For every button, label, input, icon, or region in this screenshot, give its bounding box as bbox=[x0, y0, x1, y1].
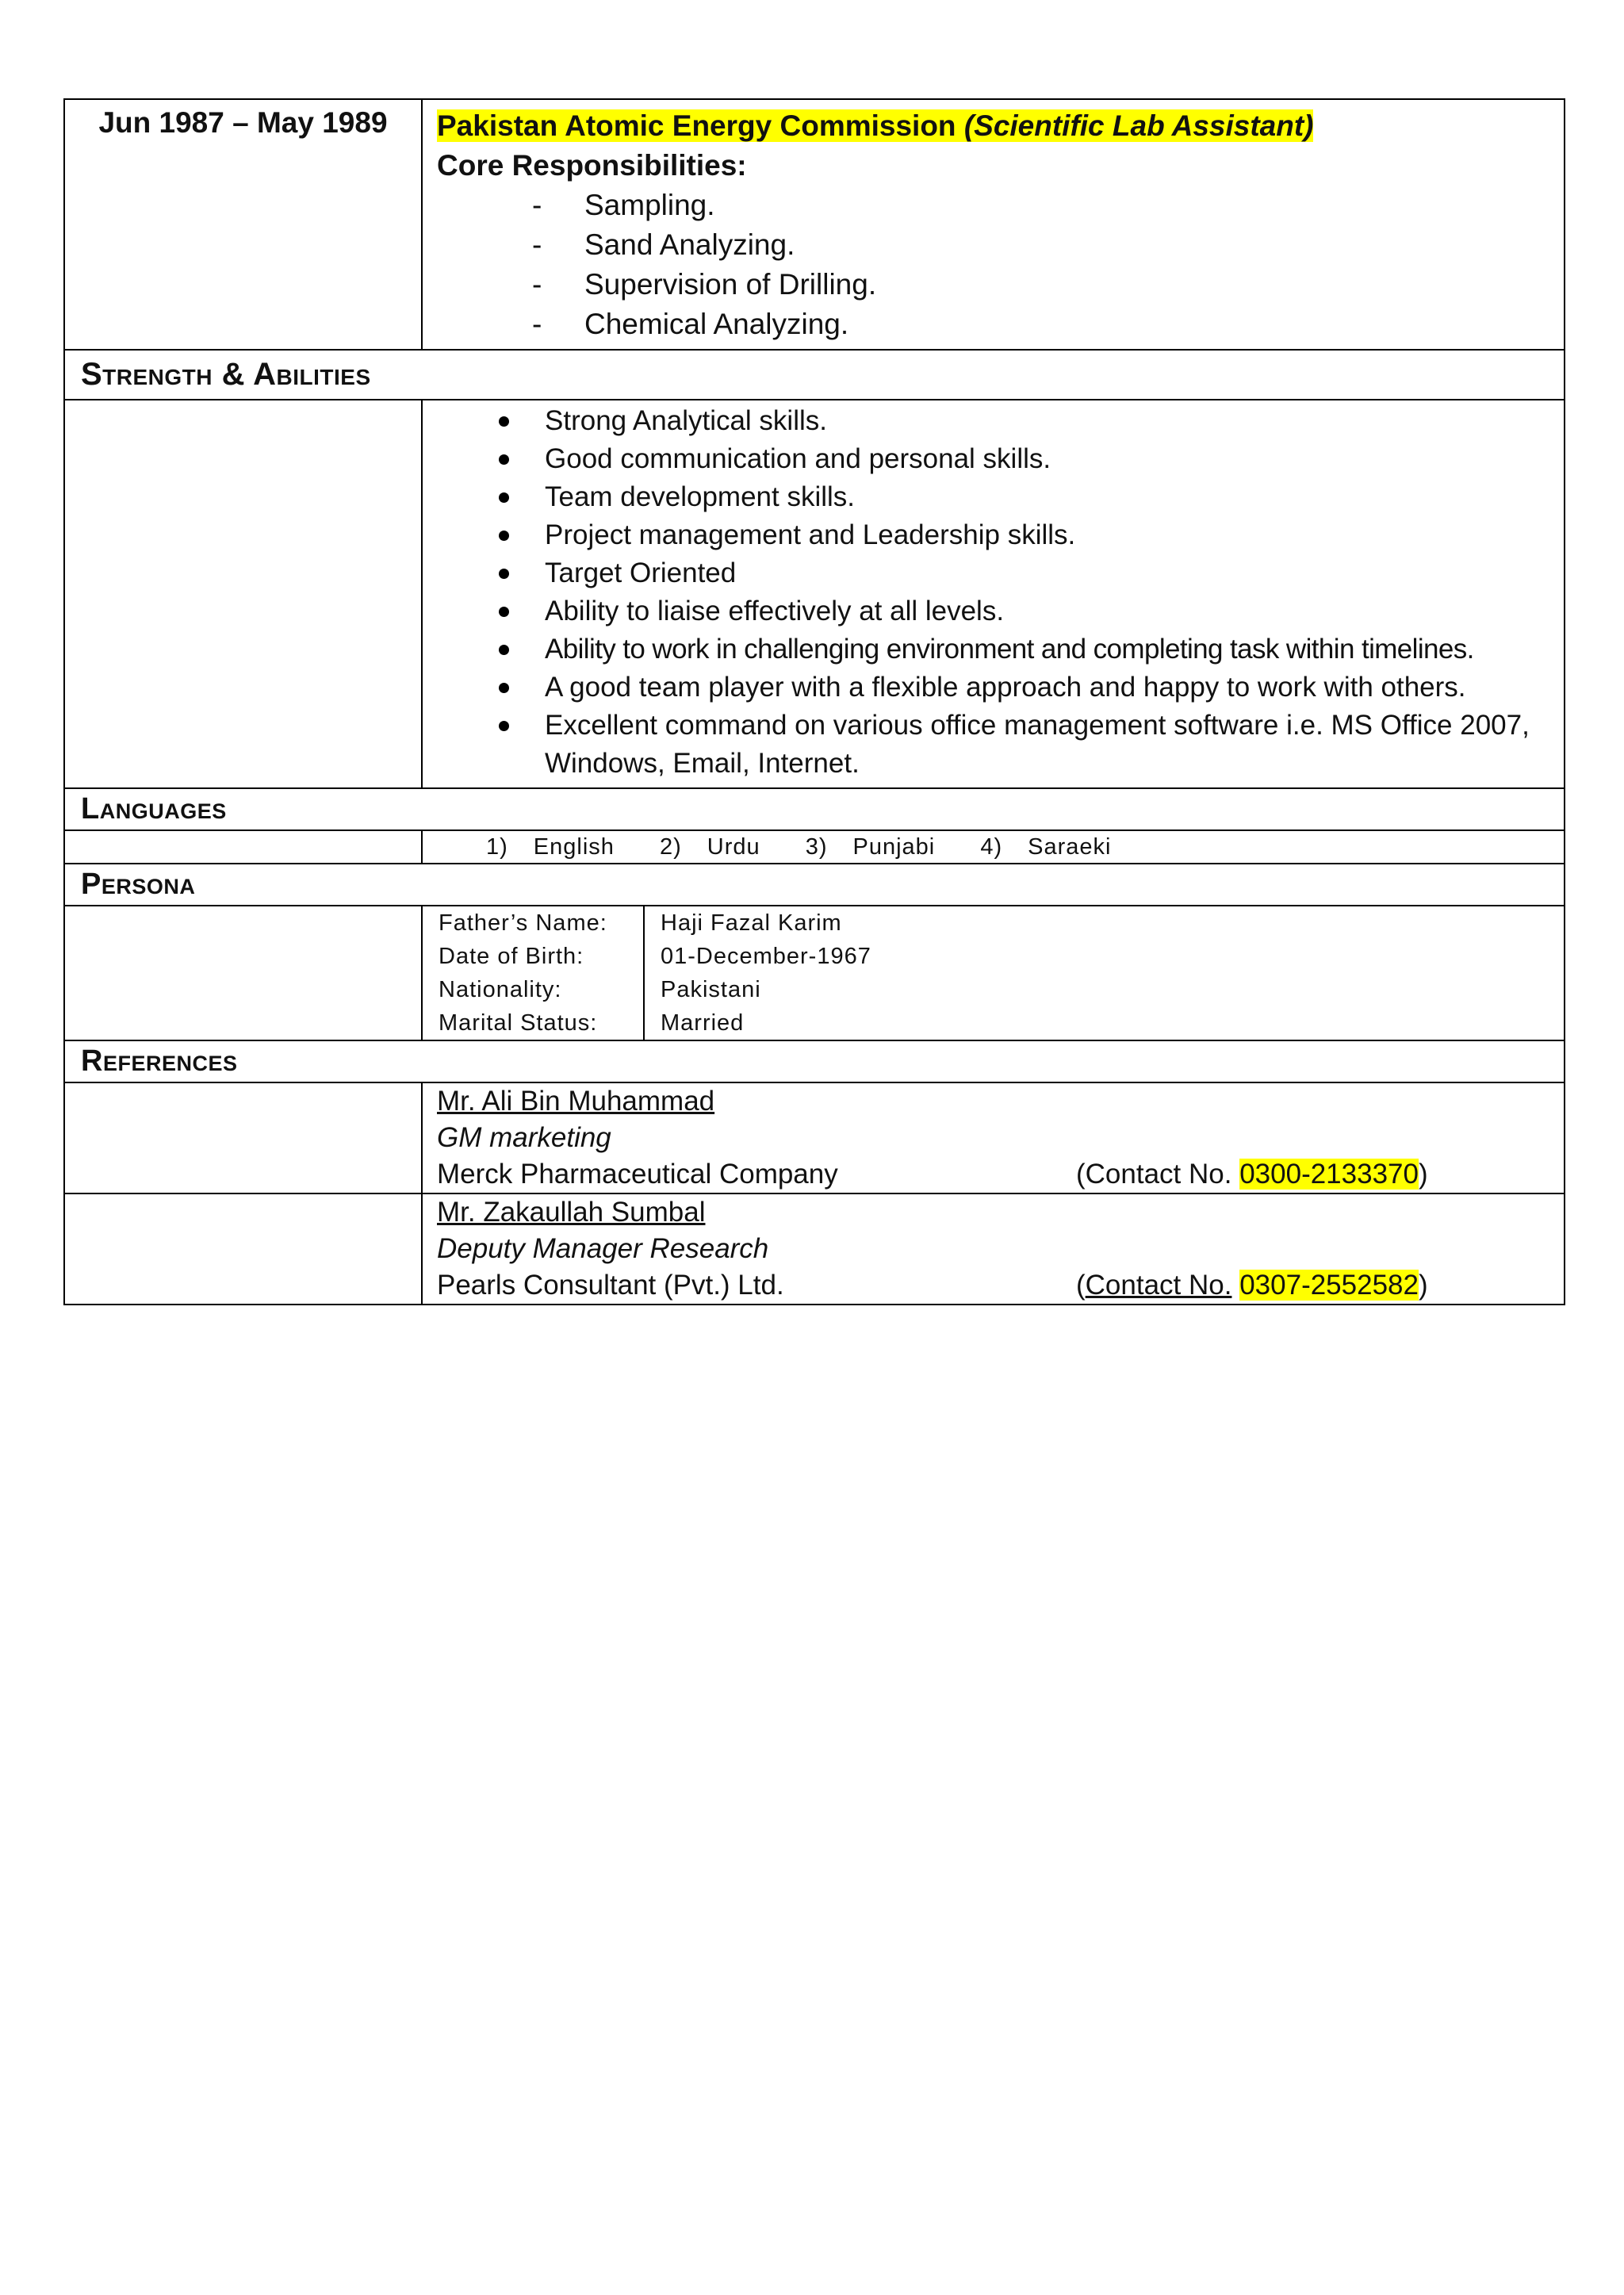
table-row bbox=[423, 940, 1564, 973]
persona-label: Nationality: bbox=[423, 973, 644, 1006]
reference-name: Mr. Zakaullah Sumbal bbox=[437, 1197, 706, 1228]
strengths-cell bbox=[422, 400, 1565, 788]
responsibility-list bbox=[437, 186, 1549, 344]
experience-details bbox=[422, 99, 1565, 350]
experience-date: Jun 1987 – May 1989 bbox=[64, 99, 422, 350]
persona-label: Date of Birth: bbox=[423, 940, 644, 973]
persona-value: Married bbox=[661, 1010, 745, 1036]
reference-company: Pearls Consultant (Pvt.) Ltd. bbox=[437, 1270, 784, 1301]
references-header-row bbox=[64, 1040, 1565, 1082]
list-item: Target Oriented bbox=[492, 554, 1548, 592]
list-item: - Supervision of Drilling. bbox=[532, 265, 1549, 305]
list-item: - Sampling. bbox=[532, 186, 1549, 225]
contact-label: Contact No. bbox=[1085, 1270, 1232, 1301]
persona-label: Marital Status: bbox=[423, 1006, 644, 1040]
contact-phone: 0307-2552582 bbox=[1239, 1270, 1419, 1301]
resume-table bbox=[63, 98, 1565, 1305]
job-role: (Scientific Lab Assistant) bbox=[963, 109, 1314, 142]
table-row bbox=[423, 973, 1564, 1006]
section-title-languages: Languages bbox=[64, 788, 1565, 830]
reference-cell bbox=[422, 1082, 1565, 1193]
strengths-header-row bbox=[64, 350, 1565, 400]
persona-table bbox=[423, 906, 1564, 1040]
reference-position: GM marketing bbox=[437, 1122, 611, 1153]
reference-row bbox=[64, 1082, 1565, 1193]
experience-row bbox=[64, 99, 1565, 350]
table-row bbox=[423, 1006, 1564, 1040]
persona-cell bbox=[422, 906, 1565, 1040]
language-item: 4) Saraeki bbox=[980, 834, 1112, 860]
list-item: - Sand Analyzing. bbox=[532, 225, 1549, 265]
core-responsibilities-label: Core Responsibilities: bbox=[437, 149, 747, 182]
section-title-references: References bbox=[64, 1040, 1565, 1082]
empty-cell bbox=[64, 1193, 422, 1305]
reference-company: Merck Pharmaceutical Company bbox=[437, 1159, 838, 1190]
list-item: Ability to work in challenging environment and completing task within timelines. bbox=[492, 630, 1548, 669]
reference-name: Mr. Ali Bin Muhammad bbox=[437, 1086, 715, 1117]
list-item: Good communication and personal skills. bbox=[492, 440, 1548, 478]
list-item: Strong Analytical skills. bbox=[492, 402, 1548, 440]
persona-header-row bbox=[64, 864, 1565, 906]
reference-contact: (Contact No. 0307-2552582) bbox=[1076, 1270, 1428, 1301]
language-item: 1) English bbox=[486, 834, 615, 860]
persona-row bbox=[64, 906, 1565, 1040]
persona-label: Father’s Name: bbox=[423, 906, 644, 940]
empty-cell bbox=[64, 400, 422, 788]
strengths-row bbox=[64, 400, 1565, 788]
list-item: - Chemical Analyzing. bbox=[532, 305, 1549, 344]
empty-cell bbox=[64, 830, 422, 864]
language-item: 3) Punjabi bbox=[805, 834, 936, 860]
language-item: 2) Urdu bbox=[659, 834, 760, 860]
languages-row bbox=[64, 830, 1565, 864]
empty-cell bbox=[64, 906, 422, 1040]
company-name: Pakistan Atomic Energy Commission bbox=[437, 109, 956, 142]
list-item: A good team player with a flexible approach and happy to work with others. bbox=[492, 669, 1548, 707]
languages-header-row bbox=[64, 788, 1565, 830]
section-title-strengths: Strength & Abilities bbox=[64, 350, 1565, 400]
strengths-list bbox=[423, 400, 1564, 787]
job-title-line bbox=[437, 106, 1549, 146]
list-item: Team development skills. bbox=[492, 478, 1548, 516]
empty-cell bbox=[64, 1082, 422, 1193]
reference-position: Deputy Manager Research bbox=[437, 1233, 769, 1264]
list-item: Project management and Leadership skills. bbox=[492, 516, 1548, 554]
languages-cell bbox=[422, 830, 1565, 864]
reference-contact: (Contact No. 0300-2133370) bbox=[1076, 1159, 1428, 1190]
contact-phone: 0300-2133370 bbox=[1239, 1159, 1419, 1190]
table-row bbox=[423, 906, 1564, 940]
section-title-persona: Persona bbox=[64, 864, 1565, 906]
list-item: Ability to liaise effectively at all levels. bbox=[492, 592, 1548, 630]
persona-value: Haji Fazal Karim bbox=[661, 910, 842, 936]
reference-cell bbox=[422, 1193, 1565, 1305]
contact-label: Contact No. bbox=[1085, 1159, 1232, 1190]
persona-value: 01-December-1967 bbox=[661, 944, 871, 969]
list-item: Excellent command on various office management software i.e. MS Office 2007, Windows, Email, Internet. bbox=[492, 707, 1548, 783]
reference-row bbox=[64, 1193, 1565, 1305]
persona-value: Pakistani bbox=[661, 977, 761, 1002]
